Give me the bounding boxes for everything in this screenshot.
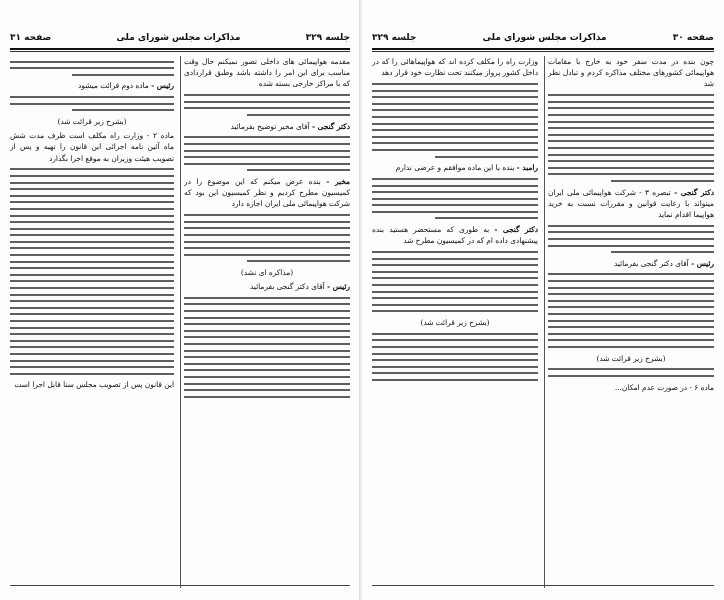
text-line — [10, 234, 174, 236]
text-line — [184, 297, 350, 299]
text-line — [10, 195, 174, 197]
right-footer-rule — [372, 585, 714, 586]
paragraph — [10, 80, 174, 91]
paragraph — [184, 121, 350, 132]
text-line — [10, 333, 174, 335]
text-line — [184, 234, 350, 236]
text-line — [184, 221, 350, 223]
text-line — [372, 271, 538, 273]
text-line — [184, 163, 350, 165]
text-line — [184, 369, 350, 371]
text-line — [372, 142, 538, 144]
paragraph-text: آقای دکتر گنجی بفرمائید — [614, 258, 689, 268]
text-line — [548, 167, 714, 169]
text-line — [10, 274, 174, 276]
text-line — [372, 333, 538, 335]
text-line — [10, 327, 174, 329]
paragraph-text: بنده با این ماده موافقم و عرضی ندارم — [395, 163, 515, 173]
text-line — [184, 356, 350, 358]
speaker-name: رئیس - — [691, 258, 714, 268]
right-page-session: جلسه ۳۲۹ — [372, 33, 417, 43]
paragraph-text: به طوری که مستحضر هستید بنده پیشنهادی داده ام که در کمیسیون مطرح شد — [372, 225, 538, 246]
text-line — [548, 273, 714, 275]
left-page-number: صفحه ۳۱ — [10, 33, 52, 43]
paragraph-text: این قانون پس از تصویب مجلس سنا قابل اجرا است — [14, 380, 174, 390]
text-line — [548, 287, 714, 289]
text-line — [10, 168, 174, 170]
text-line — [372, 129, 538, 131]
text-line — [10, 241, 174, 243]
text-line — [10, 261, 174, 263]
text-line — [548, 154, 714, 156]
text-line — [10, 360, 174, 362]
text-line — [10, 267, 174, 269]
text-line — [548, 231, 714, 233]
text-line — [372, 277, 538, 279]
text-line — [10, 287, 174, 289]
text-line — [548, 121, 714, 123]
text-line — [184, 150, 350, 152]
text-line — [372, 366, 538, 368]
right-page-header — [372, 30, 714, 46]
text-line — [548, 320, 714, 322]
text-line — [548, 94, 714, 96]
text-line — [372, 359, 538, 361]
text-line — [548, 313, 714, 315]
speaker-name: رامبد - — [516, 163, 538, 173]
text-line — [611, 180, 714, 182]
right-page-title: مذاکرات مجلس شورای ملی — [482, 33, 607, 43]
speaker-name: دکتر گنجی - — [494, 225, 538, 235]
paragraph-text: ماده دوم قرائت میشود — [77, 81, 149, 91]
text-line — [10, 61, 174, 63]
paragraph-text: مقدمه هواپیمائی های داخلی تصور نمیکنم حال وقت مناسب برای این امر را داشته باشد وطبق قراردادی که با مراکز خارجی بسته شده — [184, 57, 350, 89]
text-line — [372, 346, 538, 348]
right-page-right-column — [548, 56, 714, 588]
text-line — [372, 116, 538, 118]
text-line — [548, 293, 714, 295]
stage-note: (بشرح زیر قرائت شد) — [596, 353, 666, 363]
text-line — [548, 306, 714, 308]
paragraph — [10, 379, 174, 390]
text-line — [10, 182, 174, 184]
text-line — [10, 208, 174, 210]
text-line — [184, 156, 350, 158]
column-divider — [180, 56, 181, 588]
text-line — [372, 149, 538, 151]
text-line — [548, 147, 714, 149]
text-line — [10, 215, 174, 217]
text-line — [10, 307, 174, 309]
text-line — [372, 379, 538, 381]
text-line — [247, 260, 350, 262]
paragraph — [372, 224, 538, 246]
text-line — [10, 313, 174, 315]
text-line — [72, 74, 174, 76]
paragraph — [372, 162, 538, 173]
text-line — [184, 241, 350, 243]
text-line — [372, 291, 538, 293]
paragraph-text: تبصره ۳ - شرکت هواپیمائی ملی ایران میتواند با رعایت قوانین و مقررات نسبت به خرید هواپیما اقدام نماید — [548, 187, 714, 219]
text-line — [548, 333, 714, 335]
text-line — [372, 83, 538, 85]
text-line — [10, 346, 174, 348]
text-line — [184, 350, 350, 352]
text-line — [372, 109, 538, 111]
text-line — [548, 280, 714, 282]
text-line — [372, 353, 538, 355]
text-line — [372, 297, 538, 299]
column-divider — [544, 56, 545, 588]
text-line — [372, 251, 538, 253]
text-line — [372, 310, 538, 312]
text-line — [184, 303, 350, 305]
text-line — [372, 211, 538, 213]
text-line — [548, 326, 714, 328]
footnote: ماده ۶ - در صورت عدم امکان... — [614, 382, 714, 392]
text-line — [10, 201, 174, 203]
paragraph — [10, 130, 174, 164]
text-line — [184, 389, 350, 391]
text-line — [184, 343, 350, 345]
text-line — [10, 373, 174, 375]
text-line — [184, 247, 350, 249]
text-line — [372, 178, 538, 180]
text-line — [10, 353, 174, 355]
left-header-rule — [10, 48, 350, 50]
text-line — [10, 320, 174, 322]
speaker-name: دکتر گنجی - — [311, 121, 350, 131]
text-line — [184, 136, 350, 138]
text-line — [184, 336, 350, 338]
left-page-left-column — [10, 56, 174, 588]
speaker-name: مخبر - — [326, 176, 350, 186]
text-line — [372, 198, 538, 200]
text-line — [184, 143, 350, 145]
right-header-rule — [372, 48, 714, 50]
text-line — [372, 123, 538, 125]
text-line — [611, 251, 714, 253]
right-page — [362, 0, 724, 600]
paragraph-text: بنده عرض میکنم که این موضوع را در کمیسیون مطرح کردیم و نظر کمیسیون این بود که شرکت هواپیمائی ملی ایران اجازه دارد — [184, 176, 350, 209]
paragraph — [184, 176, 350, 210]
text-line — [184, 107, 350, 109]
paragraph-text: آقای مخبر توضیح بفرمائید — [230, 121, 310, 131]
text-line — [10, 300, 174, 302]
text-line — [548, 238, 714, 240]
speaker-name: دکتر گنجی - — [674, 187, 714, 197]
text-line — [372, 136, 538, 138]
text-line — [10, 247, 174, 249]
left-page — [0, 0, 360, 600]
text-line — [372, 185, 538, 187]
text-line — [247, 114, 350, 116]
text-line — [10, 254, 174, 256]
left-footer-rule — [10, 585, 350, 586]
text-line — [548, 245, 714, 247]
paragraph — [548, 56, 714, 90]
text-line — [435, 156, 538, 158]
paragraph — [184, 56, 350, 90]
text-line — [372, 96, 538, 98]
text-line — [372, 304, 538, 306]
text-line — [372, 90, 538, 92]
text-line — [184, 94, 350, 96]
paragraph-text: وزارت راه را مکلف کرده اند که هواپیماهائی را که در داخل کشور پرواز میکنند تحت نظارت خود قرار دهد — [372, 57, 538, 78]
text-line — [10, 96, 174, 98]
text-line — [548, 140, 714, 142]
text-line — [372, 258, 538, 260]
text-line — [548, 107, 714, 109]
paragraph-text: ماده ۲ - وزارت راه مکلف است ظرف مدت شش ماه آئین نامه اجرائی این قانون را تهیه و پس از تصویب هیئت وزیران به موقع اجرا بگذارد — [10, 131, 174, 163]
text-line — [548, 114, 714, 116]
text-line — [10, 188, 174, 190]
speaker-name: رئیس - — [151, 81, 174, 91]
text-line — [435, 217, 538, 219]
paragraph — [548, 187, 714, 221]
text-line — [548, 101, 714, 103]
text-line — [10, 228, 174, 230]
text-line — [548, 368, 714, 370]
text-line — [372, 264, 538, 266]
text-line — [184, 227, 350, 229]
left-page-header — [10, 30, 350, 46]
text-line — [10, 221, 174, 223]
text-line — [184, 383, 350, 385]
paragraph-text: چون بنده در مدت سفر خود به خارج با مقامات هواپیمائی کشورهای مختلف مذاکره کردم و تبادل نظر شد — [548, 57, 714, 89]
left-page-right-column — [184, 56, 350, 588]
right-page-number: صفحه ۳۰ — [672, 33, 714, 43]
text-line — [247, 169, 350, 171]
left-page-session: جلسه ۳۲۹ — [305, 33, 350, 43]
paragraph — [548, 258, 714, 269]
text-line — [10, 366, 174, 368]
paragraph — [184, 281, 350, 292]
text-line — [548, 225, 714, 227]
text-line — [548, 173, 714, 175]
right-header-rule-thin — [372, 51, 714, 52]
right-page-left-column — [372, 56, 538, 588]
text-line — [10, 103, 174, 105]
text-line — [548, 127, 714, 129]
text-line — [184, 214, 350, 216]
paragraph-text: آقای دکتر گنجی بفرمائید — [250, 282, 325, 292]
text-line — [372, 103, 538, 105]
stage-note: (مذاکره ای نشد) — [240, 267, 294, 277]
stage-note: (بشرح زیر قرائت شد) — [420, 318, 490, 328]
speaker-name: رئیس - — [327, 282, 350, 292]
text-line — [10, 340, 174, 342]
text-line — [10, 175, 174, 177]
text-line — [184, 317, 350, 319]
left-page-title: مذاکرات مجلس شورای ملی — [116, 33, 241, 43]
text-line — [548, 346, 714, 348]
text-line — [548, 134, 714, 136]
text-line — [548, 375, 714, 377]
text-line — [184, 323, 350, 325]
text-line — [10, 294, 174, 296]
stage-note: (بشرح زیر قرائت شد) — [57, 116, 127, 126]
text-line — [184, 376, 350, 378]
text-line — [184, 310, 350, 312]
text-line — [548, 339, 714, 341]
text-line — [72, 109, 174, 111]
text-line — [372, 204, 538, 206]
text-line — [184, 101, 350, 103]
text-line — [10, 280, 174, 282]
paragraph — [372, 56, 538, 78]
text-line — [372, 191, 538, 193]
text-line — [10, 67, 174, 69]
text-line — [372, 372, 538, 374]
text-line — [372, 339, 538, 341]
text-line — [548, 300, 714, 302]
left-header-rule-thin — [10, 51, 350, 52]
text-line — [184, 363, 350, 365]
text-line — [372, 284, 538, 286]
text-line — [184, 254, 350, 256]
text-line — [548, 160, 714, 162]
text-line — [184, 330, 350, 332]
text-line — [184, 396, 350, 398]
